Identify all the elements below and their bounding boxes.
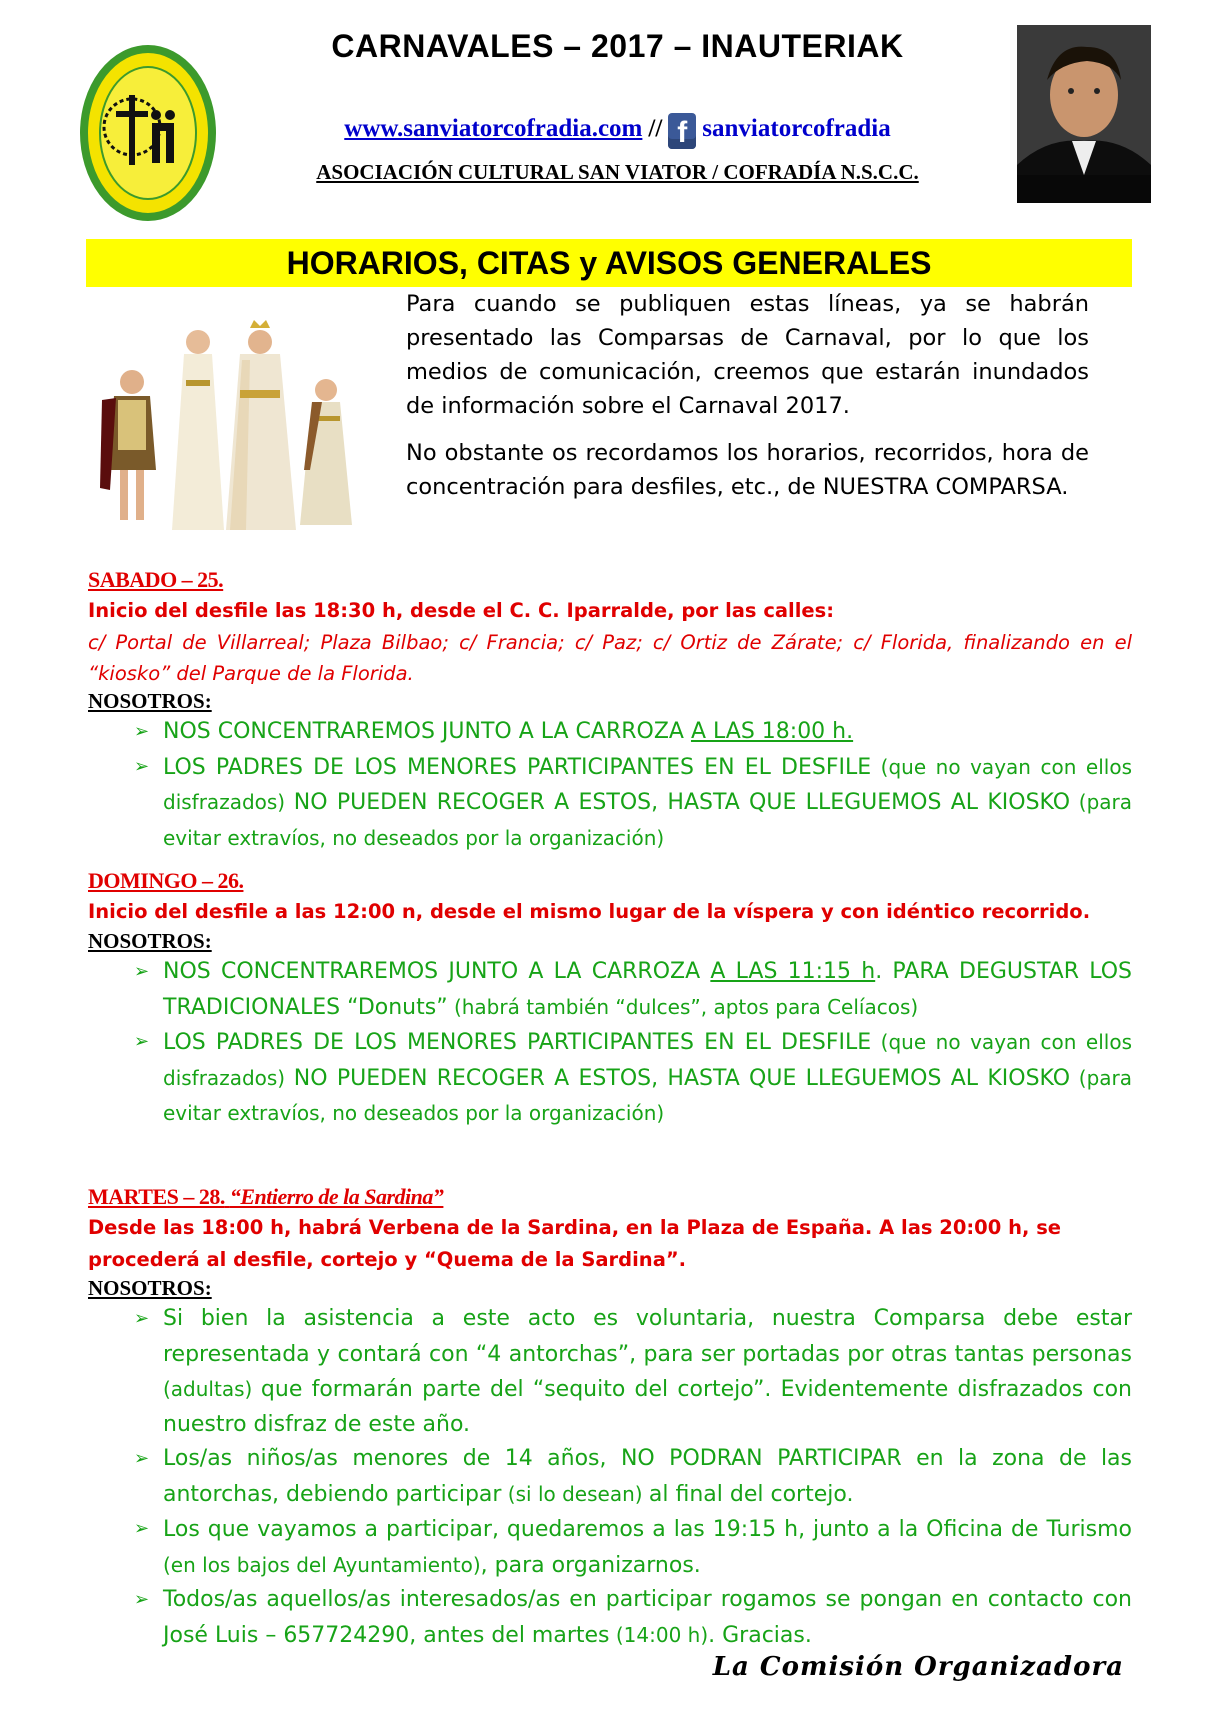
domingo-nosotros: NOSOTROS: [88,929,212,953]
intro-paragraph-1: Para cuando se publiquen estas líneas, ya se habrán presentado las Comparsas de Carnaval, por lo que los medios de comunicación, creemos que estarán inundados de información sobre el Carnaval 2017. [406,291,1089,419]
arrow-bullet-icon: ➢ [134,1589,150,1610]
section-sabado [88,567,1132,856]
links-separator: // [648,115,663,142]
section-martes [88,1184,1132,1653]
sabado-route: c/ Portal de Villarreal; Plaza Bilbao; c/ Francia; c/ Paz; c/ Ortiz de Zárate; c/ Florida, finalizando en el “kiosko” del Parque de la Florida. [88,631,1132,685]
list-item: ➢ NOS CONCENTRAREMOS JUNTO A LA CARROZA A LAS 11:15 h. PARA DEGUSTAR LOS TRADICIONALES “Donuts” (habrá también “dulces”, aptos para Celíacos) [134,955,1132,1025]
arrow-bullet-icon: ➢ [134,961,150,982]
sabado-title: SABADO – 25. [88,567,224,592]
arrow-bullet-icon: ➢ [134,721,150,742]
domingo-start: Inicio del desfile a las 12:00 n, desde el mismo lugar de la víspera y con idéntico recorrido. [88,900,1091,923]
domingo-list [88,955,1132,1132]
martes-description: Desde las 18:00 h, habrá Verbena de la Sardina, en la Plaza de España. A las 20:00 h, se procederá al desfile, cortejo y “Quema de la Sardina”. [88,1216,1062,1271]
signature: La Comisión Organizadora [712,1652,1124,1682]
list-item: ➢ Todos/as aquellos/as interesados/as en participar rogamos se pongan en contacto con José Luis – 657724290, antes del martes (14:00 h). Gracias. [134,1583,1132,1653]
list-item: ➢ NOS CONCENTRAREMOS JUNTO A LA CARROZA A LAS 18:00 h. [134,715,1132,750]
costumes-illustration [100,320,380,535]
list-item: ➢ Los/as niños/as menores de 14 años, NO PODRAN PARTICIPAR en la zona de las antorchas, debiendo participar (si lo desean) al final del cortejo. [134,1442,1132,1512]
arrow-bullet-icon: ➢ [134,1308,150,1329]
intro-paragraph-2: No obstante os recordamos los horarios, recorridos, hora de concentración para desfiles, etc., de NUESTRA COMPARSA. [406,440,1089,500]
sabado-list [88,715,1132,856]
facebook-link[interactable]: sanviatorcofradia [702,115,891,142]
sabado-start: Inicio del desfile las 18:30 h, desde el C. C. Iparralde, por las calles: [88,599,835,622]
domingo-title: DOMINGO – 26. [88,868,244,893]
sabado-nosotros: NOSOTROS: [88,689,212,713]
list-item: ➢ Si bien la asistencia a este acto es voluntaria, nuestra Comparsa debe estar representada y contará con “4 antorchas”, para ser portadas por otras tantas personas (adultas) que formarán parte del “sequito del cortejo”. Evidentemente disfrazados con nuestro disfraz de este año. [134,1302,1132,1442]
section-domingo [88,868,1132,1132]
intro-text [406,287,1089,517]
martes-list [88,1302,1132,1653]
website-link[interactable]: www.sanviatorcofradia.com [344,115,643,142]
arrow-bullet-icon: ➢ [134,755,150,777]
association-logo [80,45,216,221]
list-item: ➢ Los que vayamos a participar, quedaremos a las 19:15 h, junto a la Oficina de Turismo (en los bajos del Ayuntamiento), para organizarnos. [134,1512,1132,1583]
martes-nosotros: NOSOTROS: [88,1276,212,1300]
arrow-bullet-icon: ➢ [134,1518,150,1539]
header-links [230,113,1005,149]
martes-title: MARTES – 28. “Entierro de la Sardina” [88,1184,444,1209]
facebook-icon: f [668,113,696,149]
arrow-bullet-icon: ➢ [134,1031,150,1052]
section-banner: HORARIOS, CITAS y AVISOS GENERALES [86,239,1132,287]
list-item: ➢ LOS PADRES DE LOS MENORES PARTICIPANTES EN EL DESFILE (que no vayan con ellos disfrazados) NO PUEDEN RECOGER A ESTOS, HASTA QUE LLEGUEMOS AL KIOSKO (para evitar extravíos, no deseados por la organización) [134,1025,1132,1132]
document-title: CARNAVALES – 2017 – INAUTERIAK [331,28,904,64]
association-name: ASOCIACIÓN CULTURAL SAN VIATOR / COFRADÍA N.S.C.C. [316,160,919,184]
arrow-bullet-icon: ➢ [134,1448,150,1469]
list-item: ➢ LOS PADRES DE LOS MENORES PARTICIPANTES EN EL DESFILE (que no vayan con ellos disfrazados) NO PUEDEN RECOGER A ESTOS, HASTA QUE LLEGUEMOS AL KIOSKO (para evitar extravíos, no deseados por la organización) [134,750,1132,857]
founder-portrait [1017,25,1151,203]
